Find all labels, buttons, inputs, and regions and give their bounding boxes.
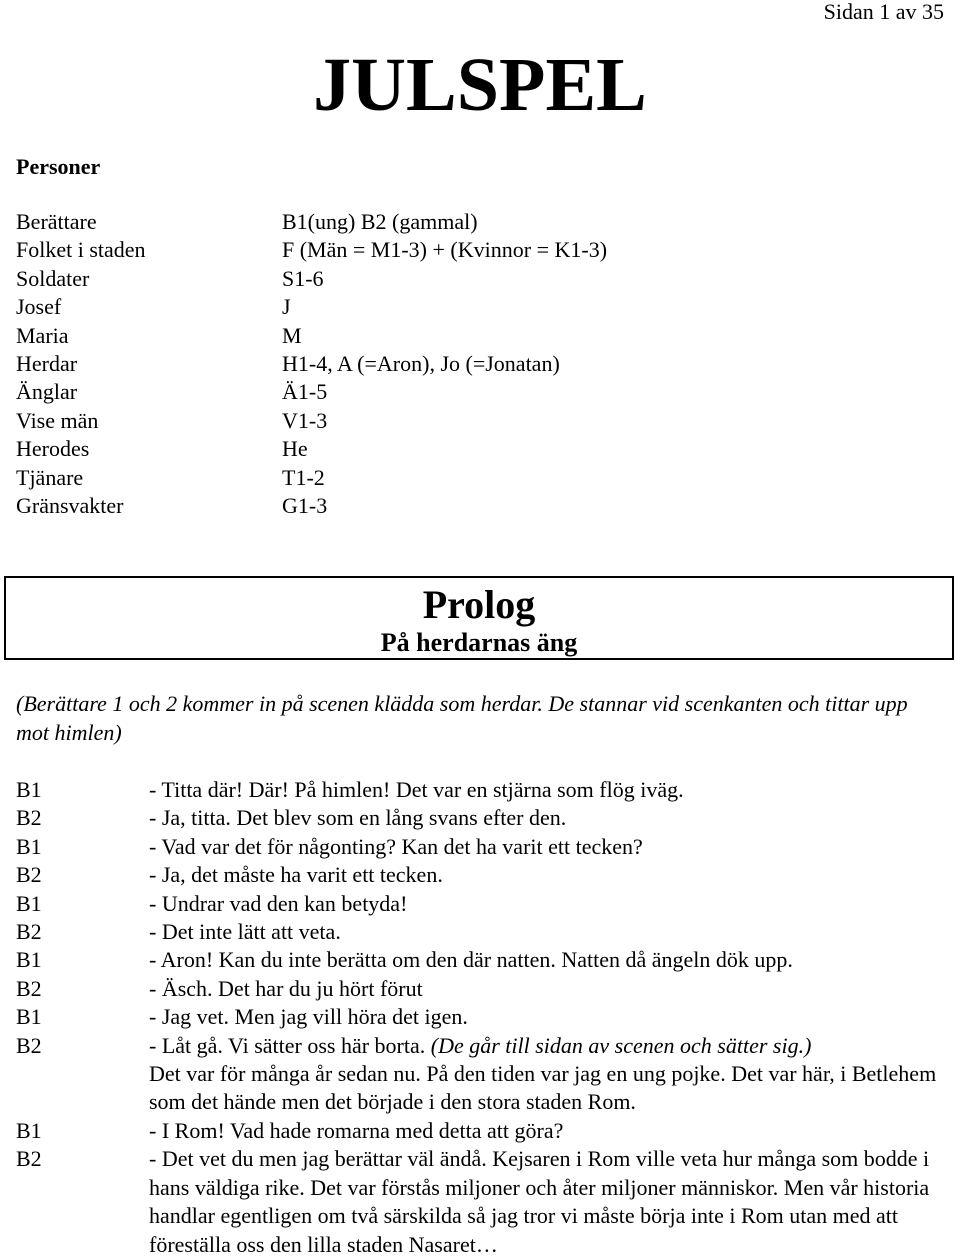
cast-code: G1-3 [282,492,328,518]
speaker: B1 [16,947,42,973]
speaker: B1 [16,833,42,859]
cast-row [16,435,916,463]
cast-row [16,293,916,321]
speaker: B2 [16,919,42,945]
speech: - Det inte lätt att veta. [149,919,341,945]
dialogue-line [16,975,946,1003]
speech: - Vad var det för någonting? Kan det ha varit ett tecken? [149,833,643,859]
cast-row [16,464,916,492]
speech: - Aron! Kan du inte berätta om den där natten. Natten då ängeln dök upp. [149,947,793,973]
speech: - I Rom! Vad hade romarna med detta att göra? [149,1117,564,1143]
document-title: JULSPEL [313,43,647,127]
speech: - Jag vet. Men jag vill höra det igen. [149,1004,468,1030]
cast-row [16,378,916,406]
speech-text: - Låt gå. Vi sätter oss här borta. [149,1032,431,1058]
persons-heading: Personer [16,154,101,179]
cast-role: Vise män [16,407,99,433]
dialogue-line [16,1117,946,1145]
dialogue-line [16,918,946,946]
speech-continuation: Det var för många år sedan nu. På den tiden var jag en ung pojke. Det var här, i Betlehem som det hände men det började i den stora staden Rom. [149,1061,937,1115]
cast-code: S1-6 [282,265,324,291]
prolog-box [4,576,954,660]
cast-code: He [282,436,308,462]
cast-row [16,208,916,236]
speech: - Titta där! Där! På himlen! Det var en stjärna som flög iväg. [149,777,684,802]
cast-row [16,265,916,293]
dialogue-line [16,776,946,804]
speaker: B2 [16,1146,42,1172]
page-number: Sidan 1 av 35 [823,0,944,24]
cast-role: Tjänare [16,464,84,490]
cast-role: Maria [16,322,69,348]
dialogue-line [16,890,946,918]
cast-code: V1-3 [282,407,328,433]
cast-role: Josef [16,294,62,320]
speech: - Det vet du men jag berättar väl ändå. Kejsaren i Rom ville veta hur många som bodde i hans väldiga rike. Det var förstås miljoner och åter miljoner människor. Men vår historia handlar egentligen om två särskilda så jag tror vi måste börja inte i Rom utan med att föreställa oss den lilla staden Nasaret… [149,1146,930,1257]
prolog-subtitle: På herdarnas äng [380,628,578,657]
cast-role: Herdar [16,350,78,376]
dialogue-line [16,1145,946,1259]
dialogue-line [16,946,946,974]
cast-code: T1-2 [282,464,325,490]
cast-row [16,407,916,435]
cast-row [16,322,916,350]
speech: - Äsch. Det har du ju hört förut [149,975,423,1001]
speech: - Ja, det måste ha varit ett tecken. [149,862,443,888]
cast-code: B1(ung) B2 (gammal) [282,209,478,234]
speaker: B1 [16,1117,42,1143]
cast-row [16,350,916,378]
cast-role: Berättare [16,209,97,234]
speech: - Undrar vad den kan betyda! [149,890,408,916]
cast-role: Gränsvakter [16,492,124,518]
speaker: B1 [16,1004,42,1030]
dialogue-line [16,804,946,832]
cast-row [16,236,916,264]
speaker: B1 [16,777,42,802]
speaker: B2 [16,862,42,888]
cast-role: Änglar [16,379,78,405]
speech: - Ja, titta. Det blev som en lång svans efter den. [149,805,567,831]
prolog-title: Prolog [422,582,536,627]
cast-code: J [282,294,291,320]
cast-list [16,208,916,520]
speaker: B2 [16,1032,42,1058]
speech [149,1032,946,1117]
speaker: B2 [16,975,42,1001]
speaker: B1 [16,890,42,916]
inline-stage-direction: (De går till sidan av scenen och sätter sig.) [430,1032,812,1058]
dialogue-line [16,833,946,861]
cast-code: M [282,322,302,348]
cast-role: Soldater [16,265,90,291]
cast-role: Folket i staden [16,237,146,263]
cast-row [16,492,916,520]
cast-role: Herodes [16,436,90,462]
dialogue [16,776,946,1259]
dialogue-line [16,861,946,889]
dialogue-line [16,1003,946,1031]
cast-code: H1-4, A (=Aron), Jo (=Jonatan) [282,350,560,376]
cast-code: Ä1-5 [282,379,328,405]
cast-code: F (Män = M1-3) + (Kvinnor = K1-3) [282,237,608,263]
dialogue-line [16,1032,946,1117]
speaker: B2 [16,805,42,831]
stage-direction: (Berättare 1 och 2 kommer in på scenen klädda som herdar. De stannar vid scenkanten och tittar upp mot himlen) [16,691,908,745]
